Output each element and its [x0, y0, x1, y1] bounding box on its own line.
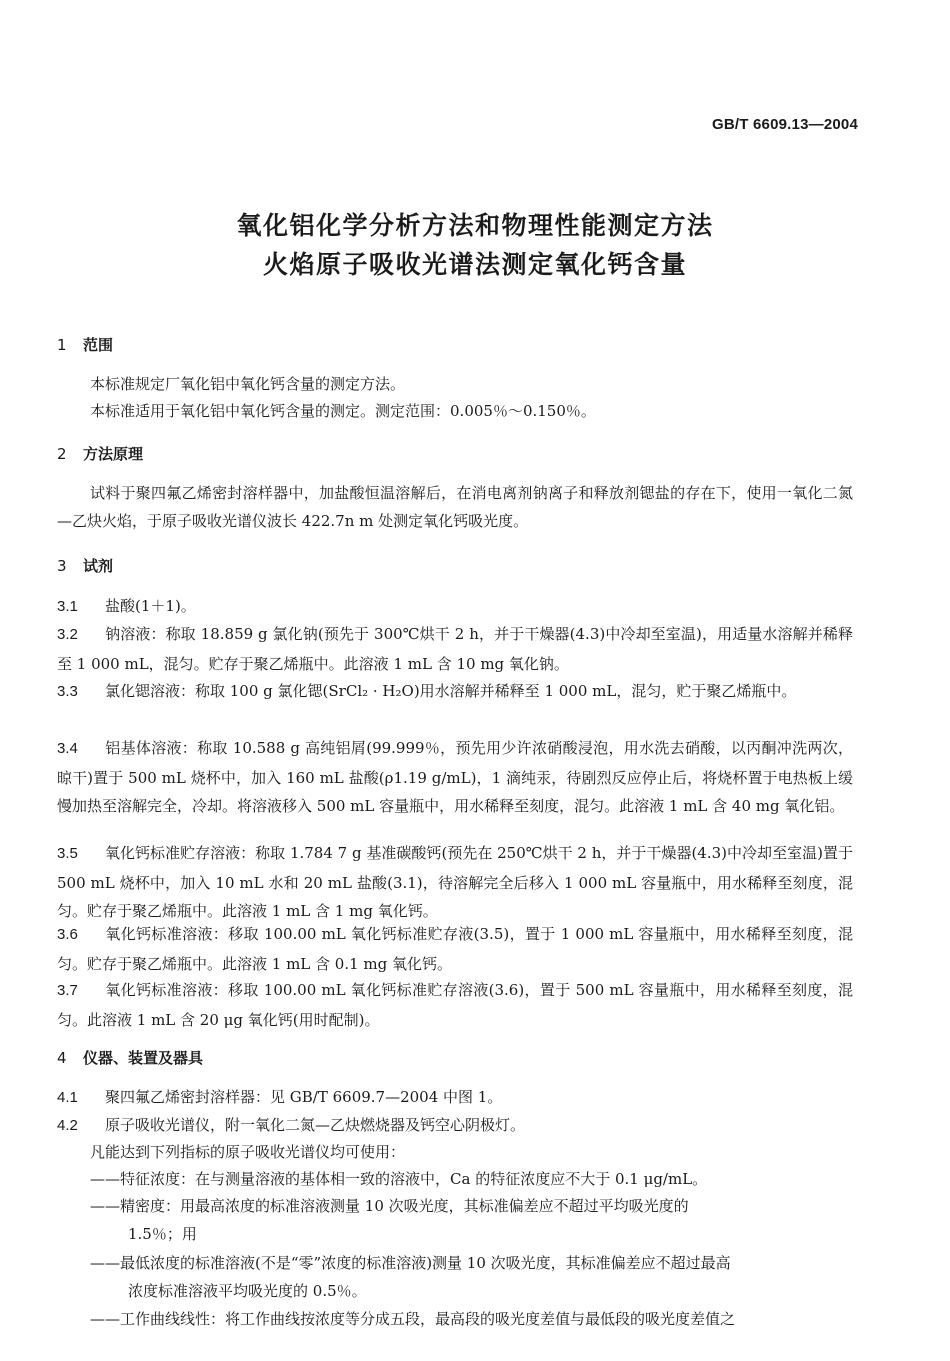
- item-number: 3.2: [57, 626, 78, 643]
- reagent-item: [57, 734, 853, 821]
- item-text: 钠溶液：称取 18.859 g 氯化钠(预先于 300℃烘干 2 h，并于干燥器(4.3)中冷却至室温)，用适量水溶解并稀释至 1 000 mL，混匀。贮存于聚乙烯瓶中。此溶液 1 mL 含 10 mg 氧化钠。: [57, 625, 853, 673]
- section-1-paragraph-1: 本标准规定厂氧化铝中氧化钙含量的测定方法。: [90, 375, 406, 393]
- item-text: 氯化锶溶液：称取 100 g 氯化锶(SrCl₂ · H₂O)用水溶解并稀释至 1 000 mL，混匀，贮于聚乙烯瓶中。: [105, 682, 797, 700]
- item-number: 3.3: [57, 683, 78, 700]
- item-text: 氧化钙标准贮存溶液：称取 1.784 7 g 基准碳酸钙(预先在 250℃烘干 2 h，并于干燥器(4.3)中冷却至室温)置于 500 mL 烧杯中，加入 10 mL 水和 20 mL 盐酸(3.1)，待溶解完全后移入 1 000 mL 容量瓶中，用水稀释至刻度，混匀。贮存于聚乙烯瓶中。此溶液 1 mL 含 1 mg 氧化钙。: [57, 844, 853, 920]
- item-number: 3.4: [57, 740, 78, 757]
- criterion-line: ——精密度：用最高浓度的标准溶液测量 10 次吸光度，其标准偏差应不超过平均吸光度的: [90, 1197, 689, 1215]
- item-text: 聚四氟乙烯密封溶样器：见 GB/T 6609.7—2004 中图 1。: [105, 1088, 503, 1106]
- reagent-item: [57, 976, 853, 1034]
- item-text: 氧化钙标准溶液：移取 100.00 mL 氧化钙标准贮存液(3.5)，置于 1 000 mL 容量瓶中，用水稀释至刻度，混匀。贮存于聚乙烯瓶中。此溶液 1 mL 含 0.1 mg 氧化钙。: [57, 925, 853, 973]
- item-number: 3.1: [57, 598, 78, 615]
- item-number: 3.6: [57, 926, 78, 943]
- item-text: 盐酸(1＋1)。: [105, 597, 196, 615]
- reagent-item: [57, 677, 853, 707]
- section-1-paragraph-2: 本标准适用于氧化铝中氧化钙含量的测定。测定范围：0.005％～0.150％。: [90, 402, 596, 420]
- section-number: 4: [57, 1049, 67, 1067]
- section-3-heading: [57, 555, 113, 576]
- section-2-heading: [57, 443, 143, 464]
- item-number: 3.7: [57, 982, 78, 999]
- item-number: 4.1: [57, 1089, 78, 1106]
- criterion-continuation-text: 1.5％；用: [128, 1225, 197, 1243]
- section-4-heading: [57, 1047, 203, 1068]
- section-number: 2: [57, 445, 67, 463]
- reagent-item: [57, 620, 853, 678]
- document-title-line2: 火焰原子吸收光谱法测定氧化钙含量: [262, 250, 687, 279]
- apparatus-item: [57, 1083, 853, 1113]
- item-text: 原子吸收光谱仪，附一氧化二氮—乙炔燃烧器及钙空心阴极灯。: [105, 1116, 526, 1134]
- item-number: 3.5: [57, 845, 78, 862]
- section-number: 1: [57, 336, 67, 354]
- reagent-item: [57, 920, 853, 978]
- reagent-item: [57, 839, 853, 926]
- criterion-continuation-text: 浓度标准溶液平均吸光度的 0.5％。: [128, 1282, 367, 1300]
- section-number: 3: [57, 557, 67, 575]
- section-title: 仪器、装置及器具: [83, 1049, 204, 1067]
- apparatus-item: [57, 1111, 853, 1141]
- section-1-heading: [57, 334, 113, 355]
- item-text: 铝基体溶液：称取 10.588 g 高纯铝屑(99.999％，预先用少许浓硝酸浸泡，用水洗去硝酸，以丙酮冲洗两次，晾干)置于 500 mL 烧杯中，加入 160 mL 盐酸(ρ1.19 g/mL)，1 滴纯汞，待剧烈反应停止后，将烧杯置于电热板上缓慢加热至溶解完全，冷却。将溶液移入 500 mL 容量瓶中，用水稀释至刻度，混匀。此溶液 1 mL 含 40 mg 氧化铝。: [57, 739, 853, 815]
- criterion-line: ——特征浓度：在与测量溶液的基体相一致的溶液中，Ca 的特征浓度应不大于 0.1 μg/mL。: [90, 1170, 708, 1188]
- document-title-line1: 氧化铝化学分析方法和物理性能测定方法: [236, 211, 714, 240]
- section-title: 试剂: [83, 557, 114, 575]
- section-2-paragraph-1: 试料于聚四氟乙烯密封溶样器中，加盐酸恒温溶解后，在消电离剂钠离子和释放剂锶盐的存在下，使用一氧化二氮—乙炔火焰，于原子吸收光谱仪波长 422.7n m 处测定氧化钙吸光度。: [57, 484, 853, 530]
- standard-code: GB/T 6609.13—2004: [712, 116, 858, 133]
- apparatus-intro: 凡能达到下列指标的原子吸收光谱仪均可使用：: [90, 1143, 406, 1161]
- section-title: 范围: [83, 336, 114, 354]
- section-title: 方法原理: [83, 445, 144, 463]
- reagent-item: [57, 592, 853, 622]
- criterion-line-continuation: [90, 1220, 853, 1249]
- item-text: 氧化钙标准溶液：移取 100.00 mL 氧化钙标准贮存溶液(3.6)，置于 500 mL 容量瓶中，用水稀释至刻度，混匀。此溶液 1 mL 含 20 μg 氧化钙(用时配制)。: [57, 981, 853, 1029]
- criterion-line: ——工作曲线线性：将工作曲线按浓度等分成五段，最高段的吸光度差值与最低段的吸光度差值之: [90, 1310, 736, 1328]
- item-number: 4.2: [57, 1117, 78, 1134]
- criterion-line-continuation: [90, 1277, 853, 1306]
- criterion-line: ——最低浓度的标准溶液(不是“零”浓度的标准溶液)测量 10 次吸光度，其标准偏差应不超过最高: [90, 1254, 731, 1272]
